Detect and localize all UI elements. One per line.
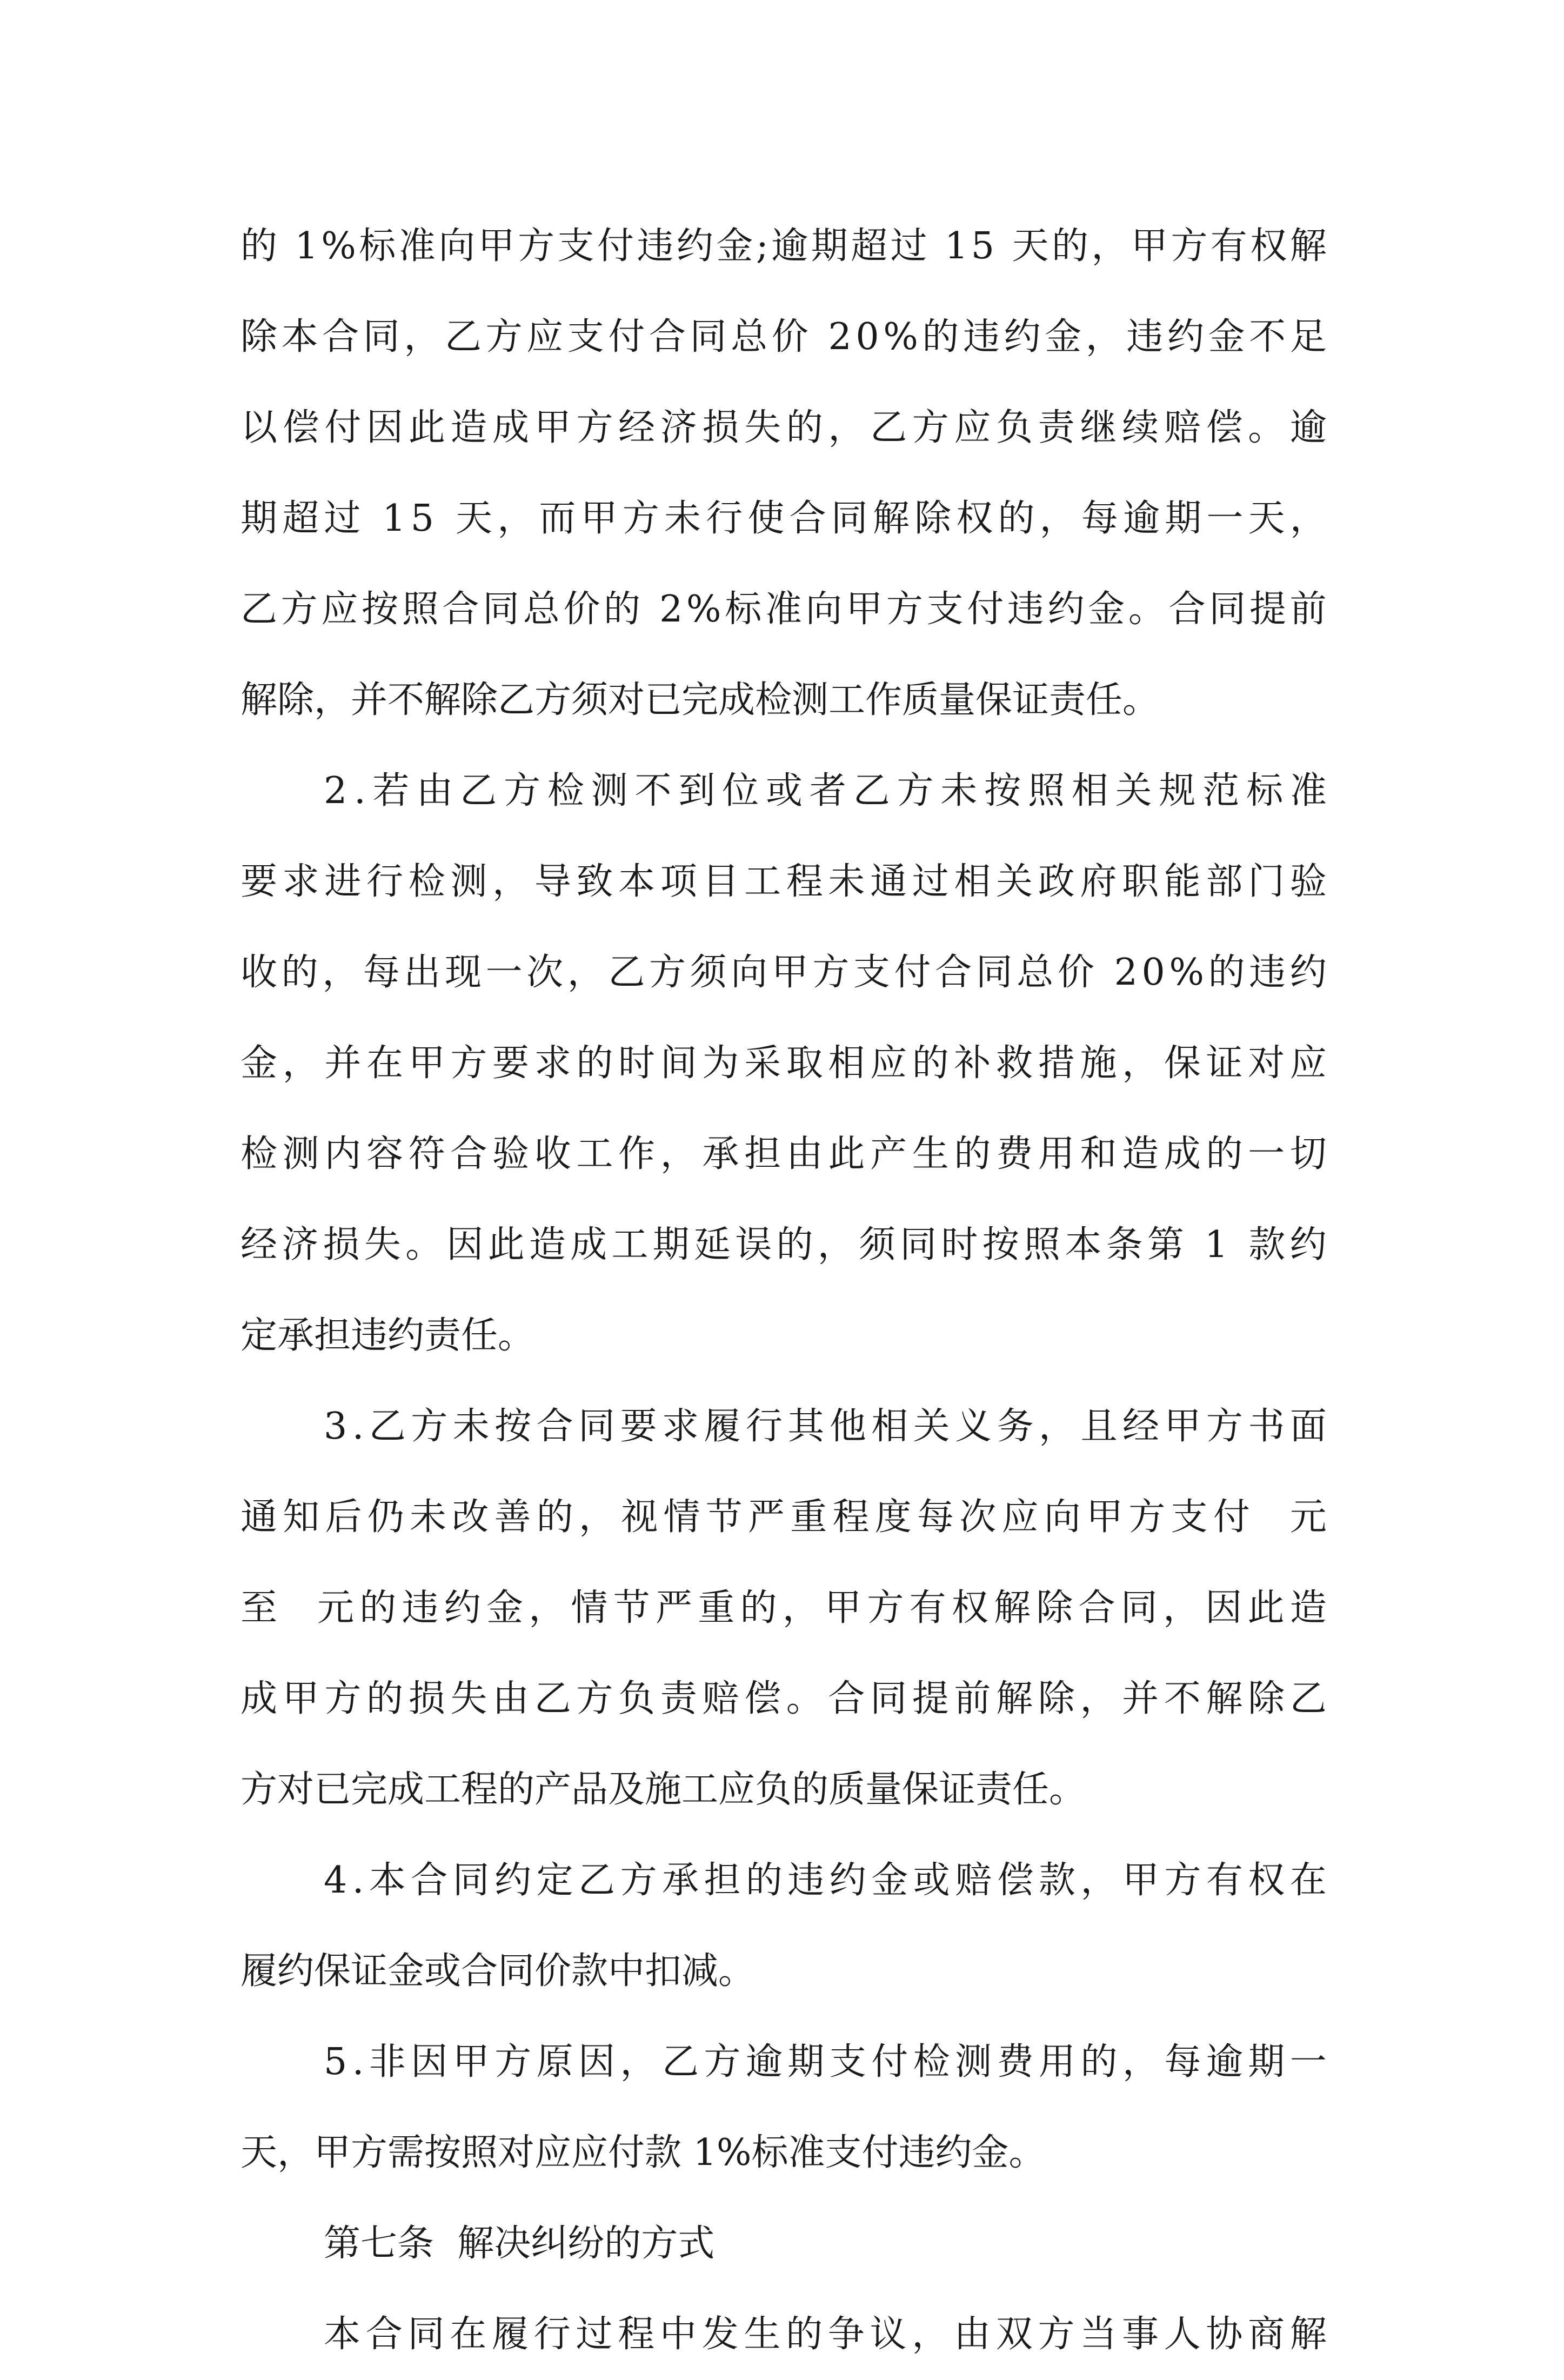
line-text: 成 甲 方 的 损 失 由 乙 方 负 责 赔 偿 。 合 同 提 前 解 除 ， 并 不 解 除 乙 xyxy=(240,1677,1327,1720)
line-text: 除 本 合 同 ， 乙 方 应 支 付 合 同 总 价 2 0 % 的 违 约 金 ， 违 约 金 不 足 xyxy=(240,316,1327,358)
text-line xyxy=(240,564,1327,655)
text-line xyxy=(240,746,1327,837)
text-line xyxy=(240,2198,1327,2289)
text-line xyxy=(240,837,1327,927)
line-text: 至 元 的 违 约 金 ， 情 节 严 重 的 ， 甲 方 有 权 解 除 合 同 ， 因 此 造 xyxy=(240,1587,1327,1629)
line-text: 履约保证金或合同价款中扣减。 xyxy=(240,1950,756,1993)
line-text: 要 求 进 行 检 测 ， 导 致 本 项 目 工 程 未 通 过 相 关 政 府 职 能 部 门 验 xyxy=(240,860,1327,903)
line-text: 收 的 ， 每 出 现 一 次 ， 乙 方 须 向 甲 方 支 付 合 同 总 价 2 0 % 的 违 约 xyxy=(240,951,1327,994)
line-text: 4 . 本 合 同 约 定 乙 方 承 担 的 违 约 金 或 赔 偿 款 ， 甲 方 有 权 在 xyxy=(324,1859,1327,1902)
text-line xyxy=(240,473,1327,564)
text-line xyxy=(240,1018,1327,1109)
line-text: 3 . 乙 方 未 按 合 同 要 求 履 行 其 他 相 关 义 务 ， 且 经 甲 方 书 面 xyxy=(324,1405,1327,1448)
line-text: 经 济 损 失 。 因 此 造 成 工 期 延 误 的 ， 须 同 时 按 照 本 条 第 1 款 约 xyxy=(240,1224,1327,1266)
line-text: 2 . 若 由 乙 方 检 测 不 到 位 或 者 乙 方 未 按 照 相 关 规 范 标 准 xyxy=(324,770,1327,812)
line-text: 检 测 内 容 符 合 验 收 工 作 ， 承 担 由 此 产 生 的 费 用 和 造 成 的 一 切 xyxy=(240,1133,1327,1175)
document-body xyxy=(240,201,1327,2380)
text-line xyxy=(240,1291,1327,1381)
line-text: 5 . 非 因 甲 方 原 因 ， 乙 方 逾 期 支 付 检 测 费 用 的 ， 每 逾 期 一 xyxy=(324,2041,1327,2083)
text-line xyxy=(240,2108,1327,2198)
text-line xyxy=(240,292,1327,383)
text-line xyxy=(240,2289,1327,2380)
text-line xyxy=(240,2017,1327,2108)
text-line xyxy=(240,1472,1327,1563)
text-line xyxy=(240,1654,1327,1744)
line-text: 第七条 解决纠纷的方式 xyxy=(324,2222,715,2265)
text-line xyxy=(240,927,1327,1018)
line-text: 解除，并不解除乙方须对已完成检测工作质量保证责任。 xyxy=(240,679,1160,721)
line-text: 乙 方 应 按 照 合 同 总 价 的 2 % 标 准 向 甲 方 支 付 违 约 金 。 合 同 提 前 xyxy=(240,588,1327,631)
line-text: 本 合 同 在 履 行 过 程 中 发 生 的 争 议 ， 由 双 方 当 事 人 协 商 解 xyxy=(324,2313,1327,2356)
text-line xyxy=(240,1109,1327,1200)
text-line xyxy=(240,1563,1327,1654)
line-text: 天，甲方需按照对应应付款 1%标准支付违约金。 xyxy=(240,2131,1046,2174)
text-line xyxy=(240,1744,1327,1835)
line-text: 以 偿 付 因 此 造 成 甲 方 经 济 损 失 的 ， 乙 方 应 负 责 继 续 赔 偿 。 逾 xyxy=(240,406,1327,449)
line-text: 方对已完成工程的产品及施工应负的质量保证责任。 xyxy=(240,1768,1086,1811)
line-text: 通 知 后 仍 未 改 善 的 ， 视 情 节 严 重 程 度 每 次 应 向 甲 方 支 付 元 xyxy=(240,1496,1327,1539)
line-text: 的 1 % 标 准 向 甲 方 支 付 违 约 金 ; 逾 期 超 过 1 5 天 的 ， 甲 方 有 权 解 xyxy=(240,225,1327,268)
text-line xyxy=(240,1381,1327,1472)
text-line xyxy=(240,201,1327,292)
line-text: 定承担违约责任。 xyxy=(240,1314,535,1357)
text-line xyxy=(240,1200,1327,1291)
line-text: 金 ， 并 在 甲 方 要 求 的 时 间 为 采 取 相 应 的 补 救 措 施 ， 保 证 对 应 xyxy=(240,1042,1327,1085)
text-line xyxy=(240,383,1327,473)
text-line xyxy=(240,1926,1327,2017)
line-text: 期 超 过 1 5 天 ， 而 甲 方 未 行 使 合 同 解 除 权 的 ， 每 逾 期 一 天 ， xyxy=(240,497,1327,540)
text-line xyxy=(240,655,1327,746)
text-line xyxy=(240,1835,1327,1926)
